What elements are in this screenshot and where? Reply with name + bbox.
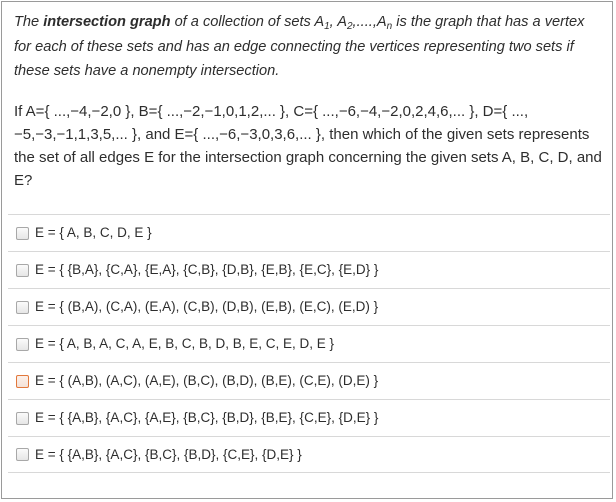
option-label: E = { {A,B}, {A,C}, {B,C}, {B,D}, {C,E}, {D,E} } <box>35 446 302 462</box>
definition-part1: of a collection of sets <box>170 14 315 30</box>
set-a2-subscript: 2 <box>346 21 353 32</box>
answer-option[interactable] <box>8 251 610 288</box>
answer-option[interactable] <box>8 399 610 436</box>
question-prompt: If A={ ...,−4,−2,0 }, B={ ...,−2,−1,0,1,2,... }, C={ ...,−6,−4,−2,0,2,4,6,... }, D={ ..., −5,−3,−1,1,3,5,... }, and E={ ...,−6,−3,0,3,6,... }, then which of the given sets represents the set of all edges E for the intersection graph concerning the given sets A, B, C, D, and E? <box>14 103 602 189</box>
set-a1: A <box>314 14 325 30</box>
option-checkbox[interactable] <box>16 448 29 461</box>
option-label: E = { A, B, C, D, E } <box>35 225 152 240</box>
answer-options <box>8 214 610 473</box>
option-checkbox[interactable] <box>16 301 29 314</box>
option-label: E = { {B,A}, {C,A}, {E,A}, {C,B}, {D,B}, {E,B}, {E,C}, {E,D} } <box>35 262 379 277</box>
set-a2: A <box>337 14 347 30</box>
option-checkbox[interactable] <box>16 375 29 388</box>
comma: , <box>329 14 338 30</box>
option-label: E = { (A,B), (A,C), (A,E), (B,C), (B,D), (B,E), (C,E), (D,E) } <box>35 373 379 388</box>
set-an: A <box>376 14 387 30</box>
set-an-subscript: n <box>386 21 393 32</box>
option-label: E = { (B,A), (C,A), (E,A), (C,B), (D,B), (E,B), (E,C), (E,D) } <box>35 299 379 314</box>
option-checkbox[interactable] <box>16 227 29 240</box>
answer-option[interactable] <box>8 362 610 399</box>
option-label: E = { {A,B}, {A,C}, {A,E}, {B,C}, {B,D}, {B,E}, {C,E}, {D,E} } <box>35 410 379 425</box>
ellipsis: ,...., <box>352 14 377 30</box>
answer-option[interactable] <box>8 214 610 251</box>
answer-option[interactable] <box>8 325 610 362</box>
definition-rest: is the graph that has a vertex for each of these sets and has an edge connecting the vertices representing two sets if these sets have a nonempty intersection. <box>14 14 585 79</box>
option-checkbox[interactable] <box>16 264 29 277</box>
set-a1-subscript: 1 <box>324 21 330 32</box>
answer-option[interactable] <box>8 288 610 325</box>
question-block <box>14 10 604 189</box>
definition-text <box>14 10 604 84</box>
answer-option[interactable] <box>8 436 610 473</box>
question-card <box>1 1 613 499</box>
option-checkbox[interactable] <box>16 412 29 425</box>
definition-intro: The <box>14 14 44 30</box>
option-label: E = { A, B, A, C, A, E, B, C, B, D, B, E, C, E, D, E } <box>35 336 334 351</box>
option-checkbox[interactable] <box>16 338 29 351</box>
definition-term: intersection graph <box>43 14 171 30</box>
